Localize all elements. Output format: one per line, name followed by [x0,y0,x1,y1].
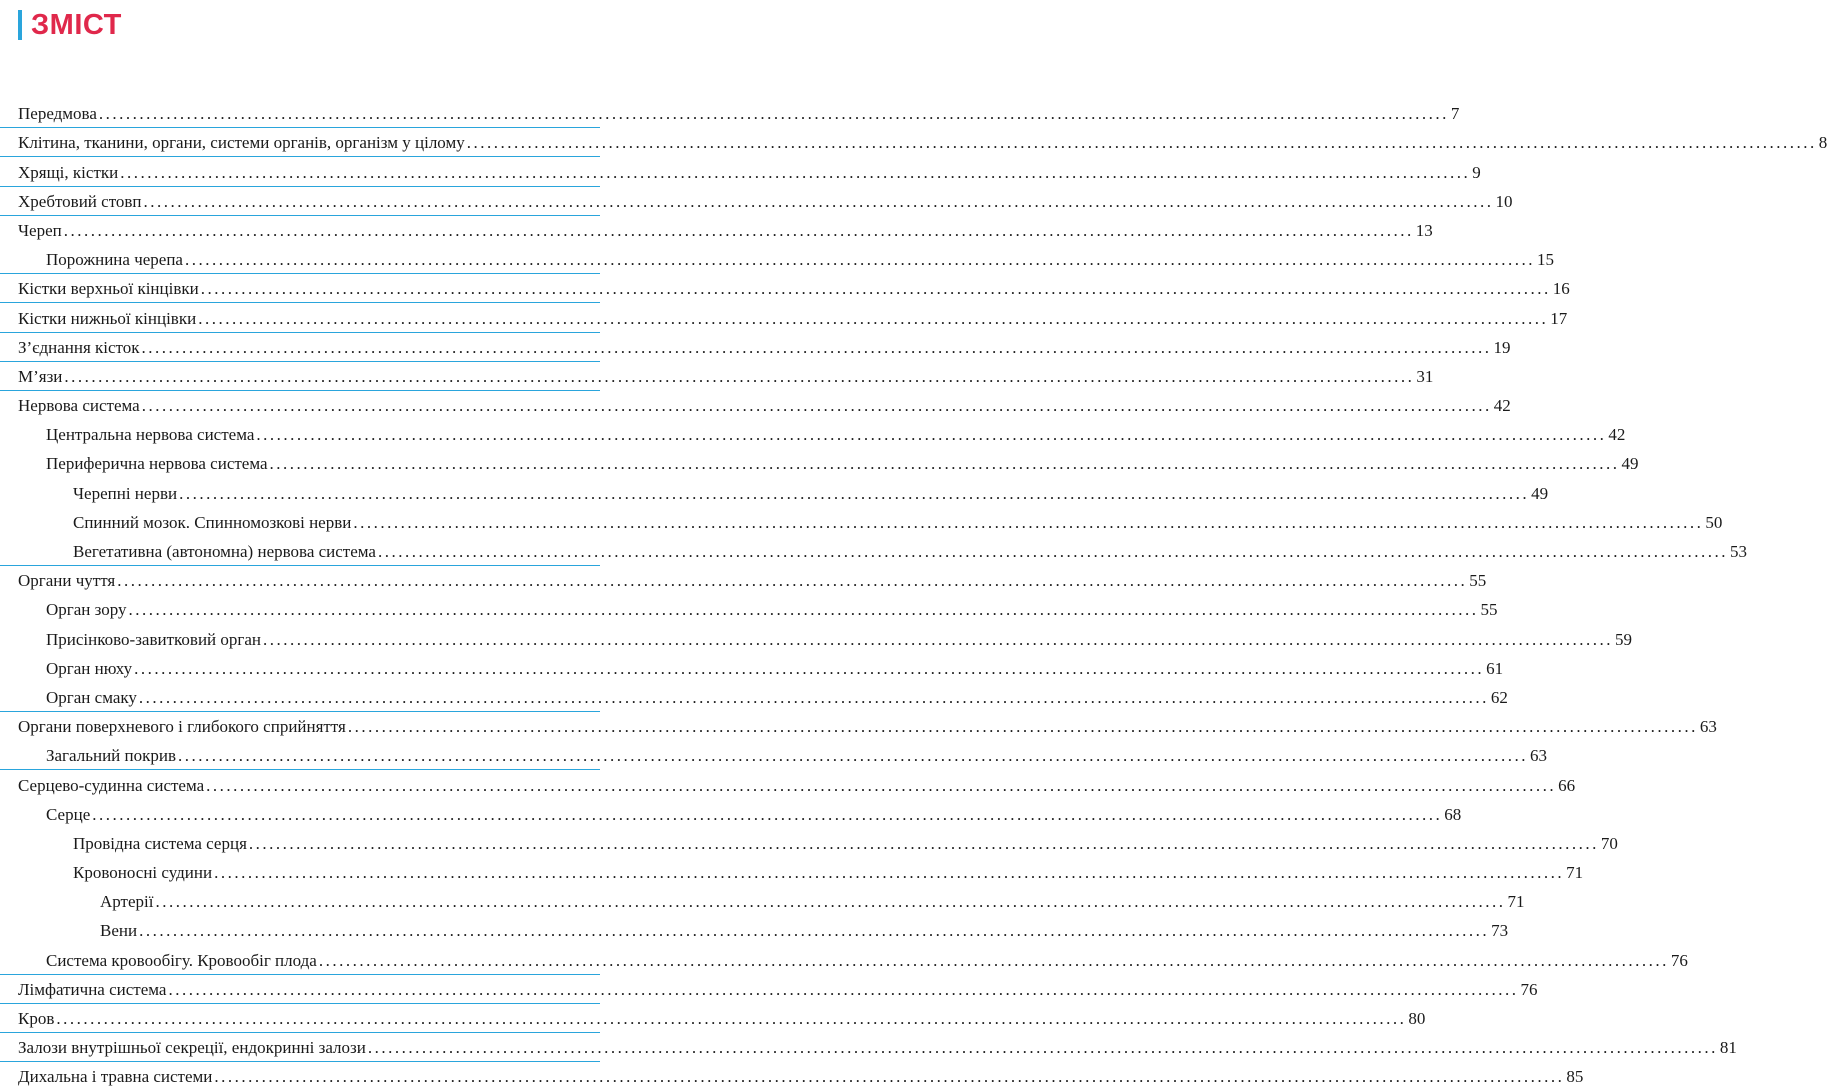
toc-page-number: 55 [1480,600,1498,620]
toc-entry[interactable] [18,737,1547,766]
toc-entry-title: Система кровообігу. Кровообіг плода [46,950,317,970]
toc-entry-title: Лімфатична система [18,979,167,999]
toc-entry[interactable] [18,1058,1584,1087]
toc-page-number: 63 [1699,717,1717,737]
toc-dot-leader: ........................................................................................................................................................................................................ [141,396,1492,416]
toc-entry[interactable] [18,474,1549,503]
toc-page-number: 73 [1491,921,1509,941]
toc-dot-leader: ........................................................................................................................................................................................................ [263,629,1614,649]
toc-entry-title: Хрящі, кістки [18,162,119,182]
toc-dot-leader: ........................................................................................................................................................................................................ [206,775,1557,795]
toc-dot-leader: ........................................................................................................................................................................................................ [63,220,1414,240]
toc-entry-title: Орган нюху [46,658,133,678]
toc-dot-leader: ........................................................................................................................................................................................................ [179,483,1530,503]
toc-entry[interactable] [18,1029,1737,1058]
toc-entry[interactable] [18,941,1688,970]
toc-entry-title: Вегетативна (автономна) нервова система [73,542,376,561]
toc-entry-title: З’єднання кісток [18,337,140,357]
toc-dot-leader: ........................................................................................................................................................................................................ [214,1067,1565,1087]
toc-dot-leader: ........................................................................................................................................................................................................ [198,308,1549,328]
toc-page-number: 76 [1670,950,1688,970]
toc-entry-title: Нервова система [18,396,140,416]
toc-entry-title: Хребтовий стовп [18,191,142,211]
toc-page-number: 59 [1615,629,1633,649]
toc-page-number: 71 [1507,892,1525,912]
toc-entry[interactable] [18,620,1633,649]
toc-page-number: 7 [1450,104,1460,124]
toc-dot-leader: ........................................................................................................................................................................................................ [143,191,1494,211]
toc-dot-leader: ........................................................................................................................................................................................................ [134,658,1485,678]
toc-page-number: 66 [1558,775,1576,795]
toc-dot-leader: ........................................................................................................................................................................................................ [377,542,1728,561]
toc-dot-leader: ........................................................................................................................................................................................................ [200,279,1551,299]
toc-entry-title: Серце [46,804,91,824]
toc-page-number: 42 [1493,396,1511,416]
toc-page-number: 53 [1729,542,1747,561]
toc-entry-title: Дихальна і травна системи [18,1067,213,1087]
toc-entry-title: Кістки нижньої кінцівки [18,308,197,328]
toc-page-number: 62 [1490,687,1508,707]
toc-entry[interactable] [18,124,1827,153]
toc-entry[interactable] [18,766,1576,795]
toc-entry[interactable] [18,387,1511,416]
toc-page-number: 31 [1416,366,1434,386]
toc-entry[interactable] [18,825,1618,854]
toc-entry-title: М’язи [18,366,63,386]
toc-dot-leader: ........................................................................................................................................................................................................ [56,1009,1407,1028]
toc-page-number: 55 [1469,571,1487,591]
toc-dot-leader: ........................................................................................................................................................................................................ [98,104,1449,124]
toc-dot-leader: ........................................................................................................................................................................................................ [139,921,1490,941]
toc-entry[interactable] [18,971,1538,1000]
toc-entry-title: Кістки верхньої кінцівки [18,279,199,299]
toc-entry-title: Орган зору [46,600,127,620]
toc-entry[interactable] [18,796,1462,825]
toc-entry-title: Передмова [18,104,97,124]
toc-page-number: 42 [1608,425,1626,445]
toc-entry[interactable] [18,329,1511,358]
toc-entry[interactable] [18,183,1513,212]
toc-dot-leader: ........................................................................................................................................................................................................ [141,337,1492,357]
header-accent-bar [18,10,22,40]
toc-entry[interactable] [18,533,1747,562]
toc-page-number: 19 [1493,337,1511,357]
toc-entry-title: Черепні нерви [73,483,178,503]
toc-entry[interactable] [18,504,1723,533]
toc-entry[interactable] [18,1000,1426,1029]
toc-dot-leader: ........................................................................................................................................................................................................ [92,804,1443,824]
toc-dot-leader: ........................................................................................................................................................................................................ [168,979,1519,999]
toc-entry-title: Порожнина черепа [46,250,183,270]
toc-dot-leader: ........................................................................................................................................................................................................ [184,250,1535,270]
toc-entry[interactable] [18,912,1509,941]
toc-dot-leader: ........................................................................................................................................................................................................ [128,600,1479,620]
toc-page-number: 71 [1566,863,1584,883]
toc-page-number: 13 [1415,220,1433,240]
toc-page-number: 8 [1818,133,1827,153]
toc-entry[interactable] [18,299,1568,328]
toc-page-number: 80 [1408,1009,1426,1028]
toc-page-number: 17 [1550,308,1568,328]
toc-entry-title: Кровоносні судини [73,863,213,883]
toc-dot-leader: ........................................................................................................................................................................................................ [64,366,1415,386]
toc-entry[interactable] [18,854,1584,883]
toc-page-number: 49 [1531,483,1549,503]
toc-entry[interactable] [18,650,1504,679]
toc-dot-leader: ........................................................................................................................................................................................................ [178,746,1528,766]
toc-entry-title: Серцево-судинна система [18,775,205,795]
toc-page-number: 63 [1530,746,1547,766]
toc-entry-title: Кров [18,1009,55,1028]
toc-dot-leader: ........................................................................................................................................................................................................ [214,863,1565,883]
toc-dot-leader: ........................................................................................................................................................................................................ [155,892,1506,912]
toc-entry-title: Спинний мозок. Спинномозкові нерви [73,512,352,532]
page-title: ЗМІСТ [31,8,122,41]
toc-entry[interactable] [18,358,1434,387]
toc-entry[interactable] [18,270,1570,299]
toc-entry-title: Центральна нервова система [46,425,255,445]
toc-entry-title: Вени [100,921,138,941]
toc-page-number: 70 [1600,833,1618,853]
toc-entry-title: Органи чуття [18,571,116,591]
toc-entry[interactable] [18,95,1460,124]
toc-entry-title: Органи поверхневого і глибокого сприйняття [18,717,346,737]
toc-dot-leader: ........................................................................................................................................................................................................ [353,512,1704,532]
toc-entry[interactable] [18,416,1626,445]
toc-entry-title: Присінково-завитковий орган [46,629,262,649]
toc-dot-leader: ........................................................................................................................................................................................................ [347,717,1698,737]
toc-entry-title: Артерії [100,892,154,912]
toc-dot-leader: ........................................................................................................................................................................................................ [117,571,1468,591]
toc-dot-leader: ........................................................................................................................................................................................................ [318,950,1669,970]
toc-dot-leader: ........................................................................................................................................................................................................ [120,162,1471,182]
toc-dot-leader: ........................................................................................................................................................................................................ [256,425,1607,445]
toc-entry[interactable] [18,679,1508,708]
toc-entry[interactable] [18,153,1481,182]
toc-page-number: 61 [1486,658,1504,678]
toc-entry-title: Клітина, тканини, органи, системи органів, організм у цілому [18,133,465,153]
toc-entry-title: Череп [18,220,62,240]
toc-page-number: 68 [1444,804,1462,824]
toc-entry[interactable] [18,708,1717,737]
toc-entry[interactable] [18,562,1487,591]
toc-entry[interactable] [18,591,1498,620]
toc-dot-leader: ........................................................................................................................................................................................................ [367,1038,1718,1058]
toc-entry[interactable] [18,883,1525,912]
toc-page-number: 81 [1719,1038,1737,1058]
toc-page-number: 49 [1621,454,1639,474]
toc-page-number: 50 [1705,512,1723,532]
toc-page-number: 15 [1536,250,1554,270]
toc-dot-leader: ........................................................................................................................................................................................................ [269,454,1620,474]
toc-page-number: 76 [1520,979,1538,999]
toc-entry[interactable] [18,241,1554,270]
toc-entry-title: Загальний покрив [46,746,176,766]
table-of-contents [18,95,1827,1087]
toc-entry-title: Залози внутрішньої секреції, ендокринні залози [18,1038,366,1058]
toc-dot-leader: ........................................................................................................................................................................................................ [466,133,1817,153]
toc-entry[interactable] [18,212,1433,241]
toc-page-number: 85 [1566,1067,1584,1087]
toc-entry-title: Орган смаку [46,687,137,707]
page-header [18,8,122,42]
toc-page-number: 16 [1552,279,1570,299]
toc-dot-leader: ........................................................................................................................................................................................................ [248,833,1599,853]
toc-entry-title: Периферична нервова система [46,454,268,474]
toc-dot-leader: ........................................................................................................................................................................................................ [138,687,1489,707]
toc-entry-title: Провідна система серця [73,833,247,853]
toc-page-number: 9 [1472,162,1481,182]
toc-entry[interactable] [18,445,1639,474]
toc-page-number: 10 [1495,191,1513,211]
